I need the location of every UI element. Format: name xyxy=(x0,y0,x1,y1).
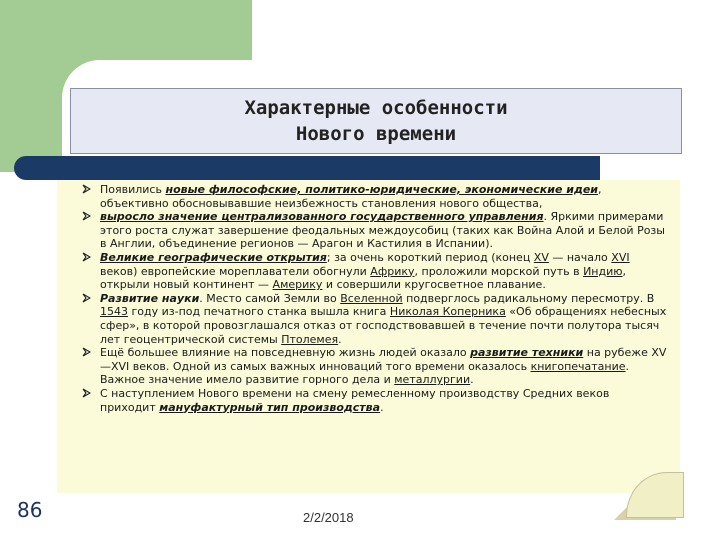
emphasized-text: Птолемея xyxy=(281,332,339,346)
emphasized-text: XV xyxy=(533,250,549,264)
emphasized-text: выросло значение централизованного государственного управления xyxy=(100,210,544,224)
bullet-text: году из-под печатного станка вышла книга xyxy=(128,305,390,319)
bullet-text: «Об обращениях небесных сфер», в которой провозглашался отказ от господствовавшей в течение почти полутора тысяч лет геоцентрической системы xyxy=(100,305,667,346)
bullet-text: С наступлением Нового времени на смену ремесленному производству Средних веков приходит xyxy=(100,386,610,414)
emphasized-text: Николая Коперника xyxy=(389,305,506,319)
arrow-bullet-icon xyxy=(82,211,91,221)
bullet-text: , проложили морской путь в xyxy=(414,264,584,278)
bullet-item xyxy=(82,210,667,251)
slide-date: 2/2/2018 xyxy=(303,510,354,525)
emphasized-text: 1543 xyxy=(100,305,128,319)
emphasized-text: Индию xyxy=(583,264,623,278)
arrow-bullet-icon xyxy=(82,347,91,357)
bullet-text: . xyxy=(470,373,474,387)
arrow-bullet-icon xyxy=(82,252,91,262)
slide-title xyxy=(71,95,681,147)
bullet-text: веков) европейские мореплаватели обогнули xyxy=(100,264,371,278)
bullet-text: подверглось радикальному пересмотру. В xyxy=(402,291,655,305)
emphasized-text: Развитие науки xyxy=(100,291,200,305)
bullet-text: и совершили кругосветное плавание. xyxy=(322,278,546,292)
bullet-text: . Яркими примерами этого роста служат завершение феодальных междоусобиц (таких как Война Алой и Белой Розы в Англии, объединение регионов — Арагон и Кастилия в Испании). xyxy=(100,210,665,251)
page-number: 86 xyxy=(17,498,43,522)
bullet-text: , объективно обосновывавшие неизбежность становления нового общества, xyxy=(100,183,602,210)
title-box xyxy=(70,88,682,154)
emphasized-text: Америку xyxy=(272,278,323,292)
bullet-text: , открыли новый континент — xyxy=(100,264,626,292)
bullet-text: . xyxy=(380,400,384,414)
emphasized-text: Африку xyxy=(370,264,415,278)
emphasized-text: книгопечатание xyxy=(530,359,626,373)
arrow-bullet-icon xyxy=(82,184,91,194)
emphasized-text: мануфактурный тип производства xyxy=(159,400,381,414)
bullet-item xyxy=(82,387,667,414)
emphasized-text: новые философские, политико-юридические, экономические идеи xyxy=(165,183,599,196)
bullet-text: на рубеже XV—XVI веков. Одной из самых важных инноваций того времени оказалось xyxy=(100,346,667,373)
emphasized-text: металлургии xyxy=(394,373,471,387)
arrow-bullet-icon xyxy=(82,293,91,303)
emphasized-text: Великие географические открытия xyxy=(100,250,327,264)
bullet-list xyxy=(82,183,667,414)
bullet-text: . xyxy=(338,332,342,346)
slide-title-line-1: Характерные особенности xyxy=(244,97,508,119)
emphasized-text: развитие техники xyxy=(470,346,584,360)
bullet-text: Появились xyxy=(100,183,166,196)
bullet-item xyxy=(82,251,667,292)
bullet-text: — начало xyxy=(548,250,612,264)
arrow-bullet-icon xyxy=(82,388,91,398)
emphasized-text: Вселенной xyxy=(340,291,403,305)
slide-title-line-2: Нового времени xyxy=(295,123,457,145)
bullet-item xyxy=(82,183,667,210)
navy-divider-bar xyxy=(14,156,600,180)
bullet-text: Ещё большее влияние на повседневную жизнь людей оказало xyxy=(100,346,471,360)
bullet-item xyxy=(82,292,667,346)
bullet-text: . Важное значение имело развитие горного дела и xyxy=(100,359,630,387)
bullet-item xyxy=(82,346,667,387)
bullet-text: ; за очень короткий период (конец xyxy=(326,250,534,264)
bullet-text: . Место самой Земли во xyxy=(199,291,341,305)
emphasized-text: XVI xyxy=(611,250,630,264)
